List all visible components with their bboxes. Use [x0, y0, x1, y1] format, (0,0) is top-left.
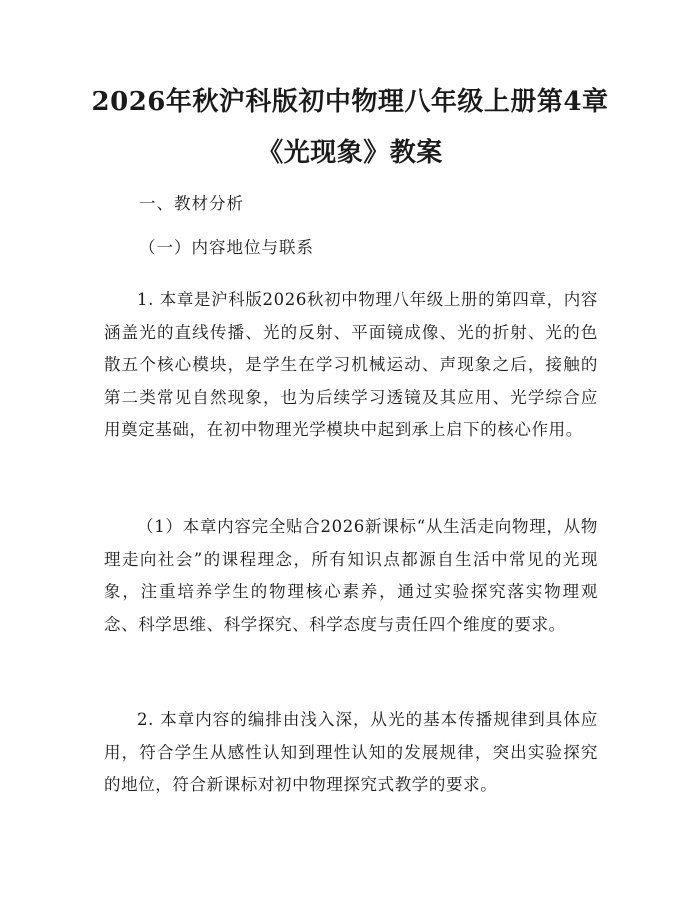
paragraph-3: 2. 本章内容的编排由浅入深，从光的基本传播规律到具体应用，符合学生从感性认知到理性认知的发展规律，突出实验探究的地位，符合新课标对初中物理探究式教学的要求。 — [104, 710, 598, 794]
section-heading: 一、教材分析 — [139, 194, 244, 213]
paragraph-1: 1. 本章是沪科版2026秋初中物理八年级上册的第四章，内容涵盖光的直线传播、光的反射、平面镜成像、光的折射、光的色散五个核心模块，是学生在学习机械运动、声现象之后，接触的第二类常见自然现象，也为后续学习透镜及其应用、光学综合应用奠定基础，在初中物理光学模块中起到承上启下的核心作用。 — [104, 290, 598, 439]
document-title-line-1: 2026年秋沪科版初中物理八年级上册第4章 — [91, 87, 609, 117]
paragraph-2: （1）本章内容完全贴合2026新课标“从生活走向物理，从物理走向社会”的课程理念，所有知识点都源自生活中常见的光现象，注重培养学生的物理核心素养，通过实验探究落实物理观念、科学思维、科学探究、科学态度与责任四个维度的要求。 — [104, 517, 598, 634]
subsection-heading: （一）内容地位与联系 — [139, 238, 314, 257]
document-title-line-2: 《光现象》教案 — [257, 138, 443, 168]
